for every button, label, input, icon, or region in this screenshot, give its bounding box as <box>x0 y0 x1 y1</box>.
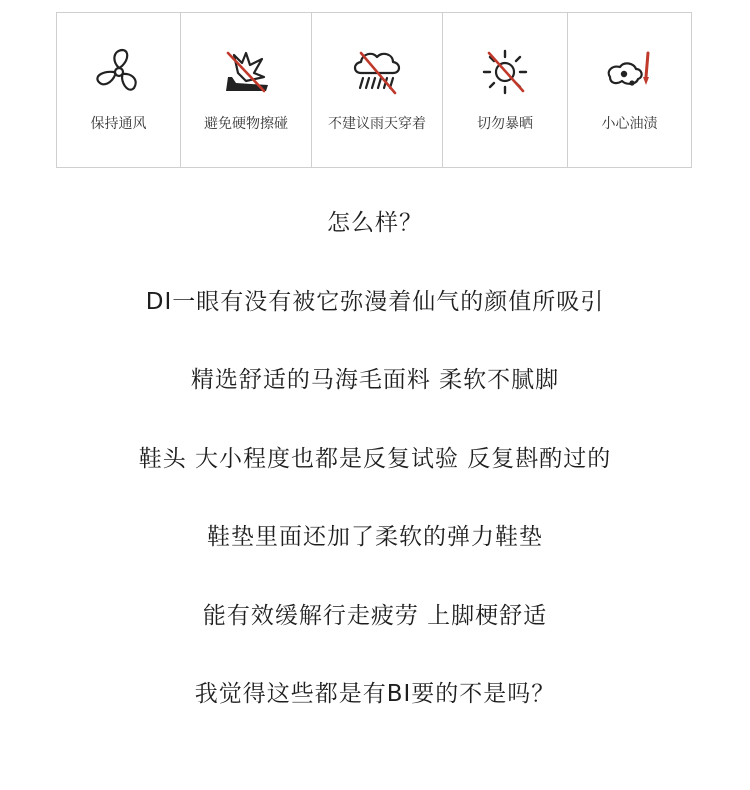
oil-stain-icon <box>602 47 658 97</box>
care-item-label: 切勿暴晒 <box>477 116 533 132</box>
description-line: 能有效缓解行走疲劳 上脚梗舒适 <box>202 602 548 629</box>
care-item-no-sun <box>443 13 568 167</box>
description-line: 怎么样？ <box>327 210 423 236</box>
description-line: 我觉得这些都是有BI要的不是吗？ <box>194 681 556 707</box>
care-item-oil-stain <box>568 13 691 167</box>
no-scratch-icon <box>218 47 274 97</box>
description-line: 精选舒适的马海毛面料 柔软不腻脚 <box>190 367 560 393</box>
no-rain-icon <box>349 47 405 97</box>
no-sun-icon <box>477 47 533 97</box>
care-instructions-bar <box>56 12 692 168</box>
care-item-label: 避免硬物擦碰 <box>204 116 288 132</box>
description-line: 鞋垫里面还加了柔软的弹力鞋垫 <box>207 524 543 550</box>
description-line: 鞋头 大小程度也都是反复试验 反复斟酌过的 <box>138 445 612 472</box>
care-item-label: 不建议雨天穿着 <box>328 116 426 132</box>
care-item-label: 小心油渍 <box>601 116 658 132</box>
care-item-ventilate <box>57 13 181 167</box>
description-line: DI一眼有没有被它弥漫着仙气的颜值所吸引 <box>145 288 605 315</box>
fan-icon <box>91 47 147 97</box>
product-description <box>0 196 750 746</box>
care-item-label: 保持通风 <box>90 116 147 132</box>
care-item-avoid-scratch <box>181 13 312 167</box>
care-item-no-rain <box>312 13 443 167</box>
